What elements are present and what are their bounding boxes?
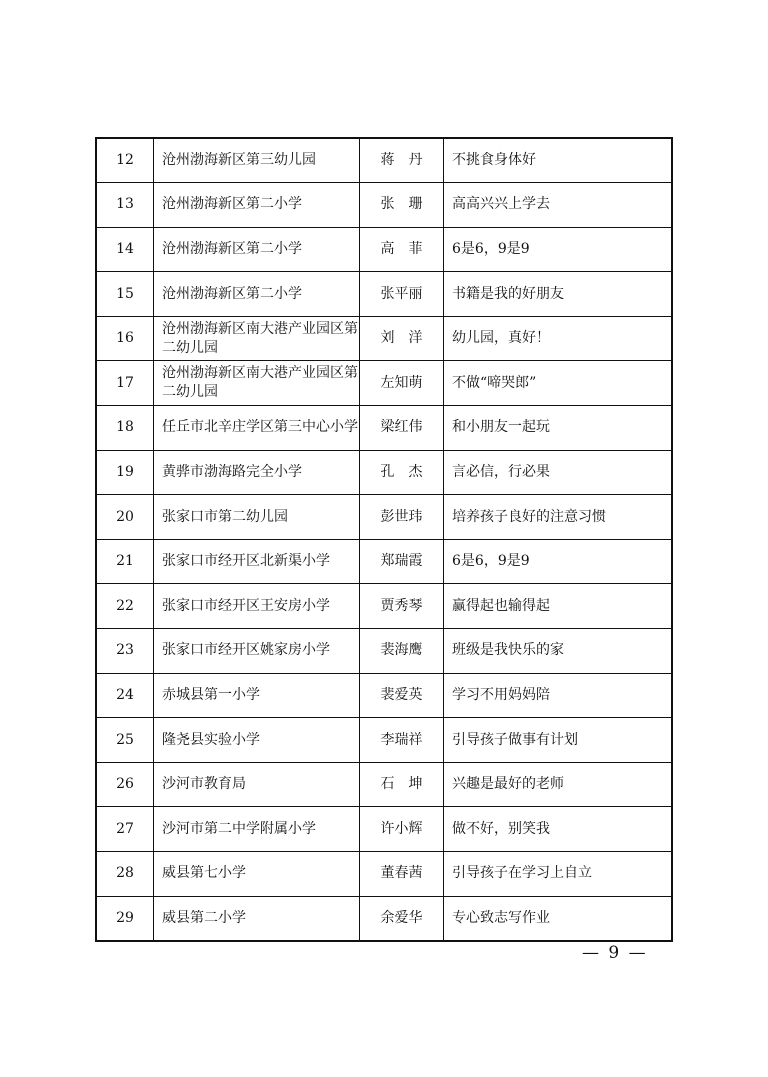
row-number-cell: 14 (96, 227, 154, 272)
organization-cell: 张家口市第二幼儿园 (154, 495, 360, 540)
row-number-cell: 29 (96, 896, 154, 941)
article-title-cell: 引导孩子在学习上自立 (444, 852, 673, 897)
organization-cell: 赤城县第一小学 (154, 673, 360, 718)
article-title-cell: 6是6，9是9 (444, 227, 673, 272)
article-title-cell: 培养孩子良好的注意习惯 (444, 495, 673, 540)
article-title-cell: 幼儿园，真好！ (444, 316, 673, 361)
organization-cell: 沙河市第二中学附属小学 (154, 807, 360, 852)
table-row (96, 450, 672, 495)
table-row (96, 896, 672, 941)
row-number-cell: 16 (96, 316, 154, 361)
person-name-cell: 彭世玮 (360, 495, 444, 540)
organization-cell: 沧州渤海新区第二小学 (154, 227, 360, 272)
table-row (96, 852, 672, 897)
table-row (96, 138, 672, 183)
article-title-cell: 赢得起也输得起 (444, 584, 673, 629)
article-title-cell: 不做“啼哭郎” (444, 361, 673, 406)
table-row (96, 183, 672, 228)
organization-cell: 黄骅市渤海路完全小学 (154, 450, 360, 495)
article-title-cell: 班级是我快乐的家 (444, 629, 673, 674)
organization-cell: 沧州渤海新区南大港产业园区第二幼儿园 (154, 361, 360, 406)
organization-cell: 沧州渤海新区第二小学 (154, 272, 360, 317)
row-number-cell: 18 (96, 406, 154, 451)
organization-cell: 威县第七小学 (154, 852, 360, 897)
organization-cell: 张家口市经开区姚家房小学 (154, 629, 360, 674)
row-number-cell: 24 (96, 673, 154, 718)
article-title-cell: 言必信，行必果 (444, 450, 673, 495)
person-name-cell: 董春茜 (360, 852, 444, 897)
article-title-cell: 引导孩子做事有计划 (444, 718, 673, 763)
table-row (96, 673, 672, 718)
organization-cell: 沧州渤海新区第三幼儿园 (154, 138, 360, 183)
table-row (96, 316, 672, 361)
organization-cell: 张家口市经开区王安房小学 (154, 584, 360, 629)
table-row (96, 272, 672, 317)
person-name-cell: 郑瑞霞 (360, 539, 444, 584)
table-row (96, 495, 672, 540)
person-name-cell: 孔 杰 (360, 450, 444, 495)
row-number-cell: 20 (96, 495, 154, 540)
organization-cell: 沧州渤海新区第二小学 (154, 183, 360, 228)
article-title-cell: 做不好，别笑我 (444, 807, 673, 852)
person-name-cell: 石 坤 (360, 762, 444, 807)
article-title-cell: 高高兴兴上学去 (444, 183, 673, 228)
organization-cell: 任丘市北辛庄学区第三中心小学 (154, 406, 360, 451)
article-title-cell: 专心致志写作业 (444, 896, 673, 941)
table-row (96, 227, 672, 272)
organization-cell: 威县第二小学 (154, 896, 360, 941)
article-title-cell: 学习不用妈妈陪 (444, 673, 673, 718)
table-row (96, 406, 672, 451)
person-name-cell: 刘 洋 (360, 316, 444, 361)
page-number: — 9 — (582, 943, 648, 963)
table-row (96, 762, 672, 807)
article-title-cell: 6是6，9是9 (444, 539, 673, 584)
table-body (96, 138, 672, 941)
article-title-cell: 不挑食身体好 (444, 138, 673, 183)
person-name-cell: 许小辉 (360, 807, 444, 852)
person-name-cell: 高 菲 (360, 227, 444, 272)
organization-cell: 隆尧县实验小学 (154, 718, 360, 763)
organization-cell: 沧州渤海新区南大港产业园区第二幼儿园 (154, 316, 360, 361)
row-number-cell: 17 (96, 361, 154, 406)
row-number-cell: 27 (96, 807, 154, 852)
row-number-cell: 25 (96, 718, 154, 763)
row-number-cell: 19 (96, 450, 154, 495)
table-row (96, 539, 672, 584)
article-title-cell: 和小朋友一起玩 (444, 406, 673, 451)
person-name-cell: 蒋 丹 (360, 138, 444, 183)
person-name-cell: 张 珊 (360, 183, 444, 228)
table-row (96, 361, 672, 406)
person-name-cell: 梁红伟 (360, 406, 444, 451)
person-name-cell: 裴爱英 (360, 673, 444, 718)
row-number-cell: 22 (96, 584, 154, 629)
row-number-cell: 21 (96, 539, 154, 584)
article-title-cell: 书籍是我的好朋友 (444, 272, 673, 317)
row-number-cell: 13 (96, 183, 154, 228)
organization-cell: 张家口市经开区北新渠小学 (154, 539, 360, 584)
person-name-cell: 余爱华 (360, 896, 444, 941)
person-name-cell: 裴海鹰 (360, 629, 444, 674)
person-name-cell: 贾秀琴 (360, 584, 444, 629)
awards-table (95, 137, 673, 942)
table-row (96, 718, 672, 763)
person-name-cell: 张平丽 (360, 272, 444, 317)
row-number-cell: 15 (96, 272, 154, 317)
table-row (96, 584, 672, 629)
table-row (96, 807, 672, 852)
article-title-cell: 兴趣是最好的老师 (444, 762, 673, 807)
person-name-cell: 李瑞祥 (360, 718, 444, 763)
row-number-cell: 26 (96, 762, 154, 807)
organization-cell: 沙河市教育局 (154, 762, 360, 807)
row-number-cell: 28 (96, 852, 154, 897)
table-row (96, 629, 672, 674)
row-number-cell: 12 (96, 138, 154, 183)
person-name-cell: 左知萌 (360, 361, 444, 406)
row-number-cell: 23 (96, 629, 154, 674)
